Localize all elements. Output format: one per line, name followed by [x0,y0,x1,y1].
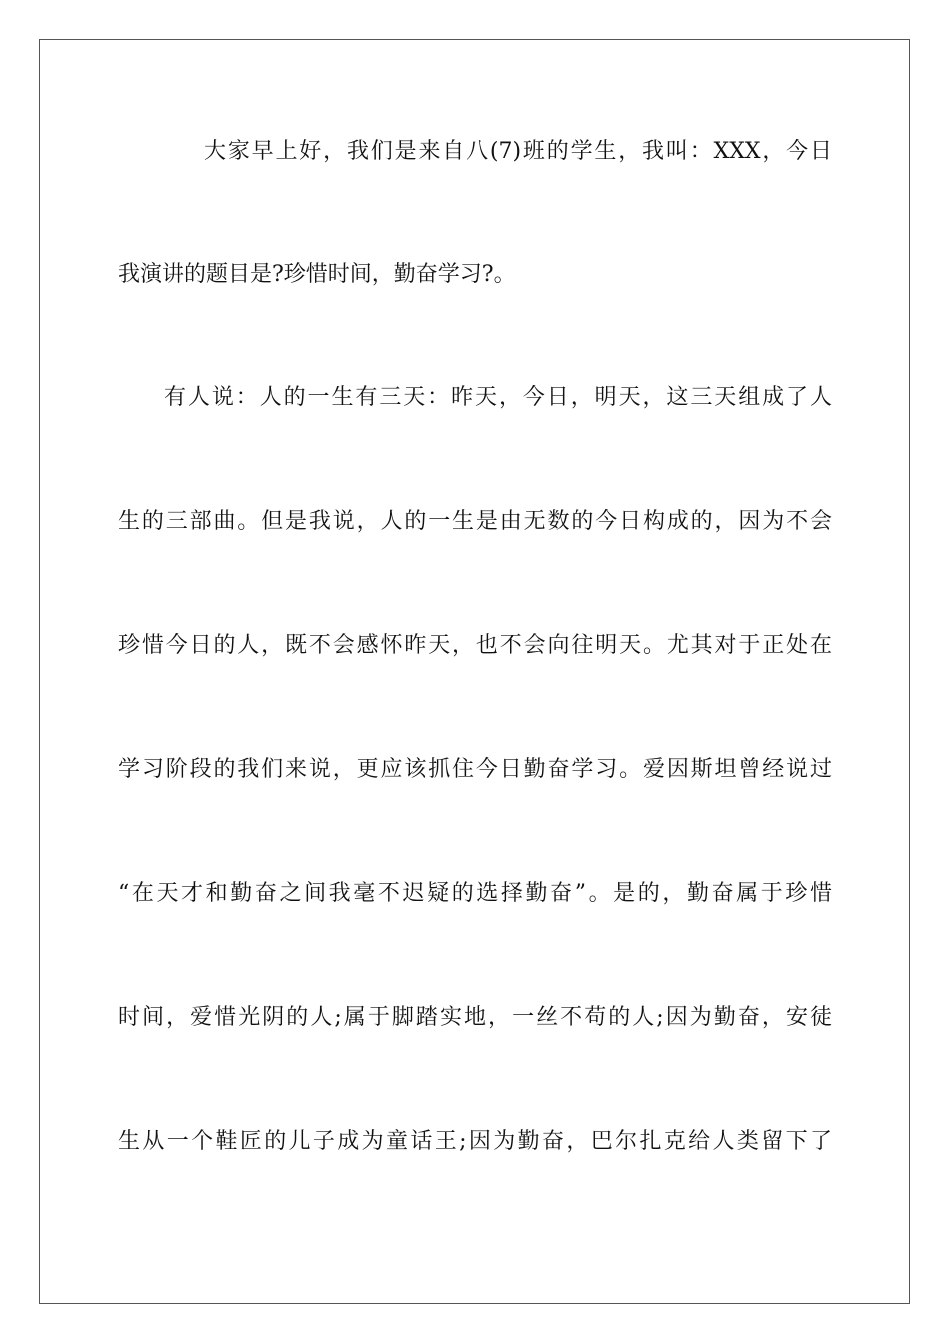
paragraph-2-line-3: 珍惜今日的人，既不会感怀昨天，也不会向往明天。尤其对于正处在 [118,633,832,658]
paragraph-2-line-1: 有人说：人的一生有三天：昨天，今日，明天，这三天组成了人 [164,385,832,410]
paragraph-2-line-6: 时间，爱惜光阴的人;属于脚踏实地，一丝不苟的人;因为勤奋，安徒 [118,1005,832,1030]
paragraph-2-line-4: 学习阶段的我们来说，更应该抓住今日勤奋学习。爱因斯坦曾经说过 [118,757,832,782]
page-border [39,39,910,1304]
paragraph-1-line-2: 我演讲的题目是?珍惜时间，勤奋学习?。 [118,262,516,287]
paragraph-2-line-2: 生的三部曲。但是我说，人的一生是由无数的今日构成的，因为不会 [118,509,832,534]
paragraph-2-line-7: 生从一个鞋匠的儿子成为童话王;因为勤奋，巴尔扎克给人类留下了 [118,1129,832,1154]
paragraph-1-line-1: 大家早上好，我们是来自八(7)班的学生，我叫：XXX，今日 [204,139,832,164]
paragraph-2-line-5: “在天才和勤奋之间我毫不迟疑的选择勤奋”。是的，勤奋属于珍惜 [118,881,832,906]
